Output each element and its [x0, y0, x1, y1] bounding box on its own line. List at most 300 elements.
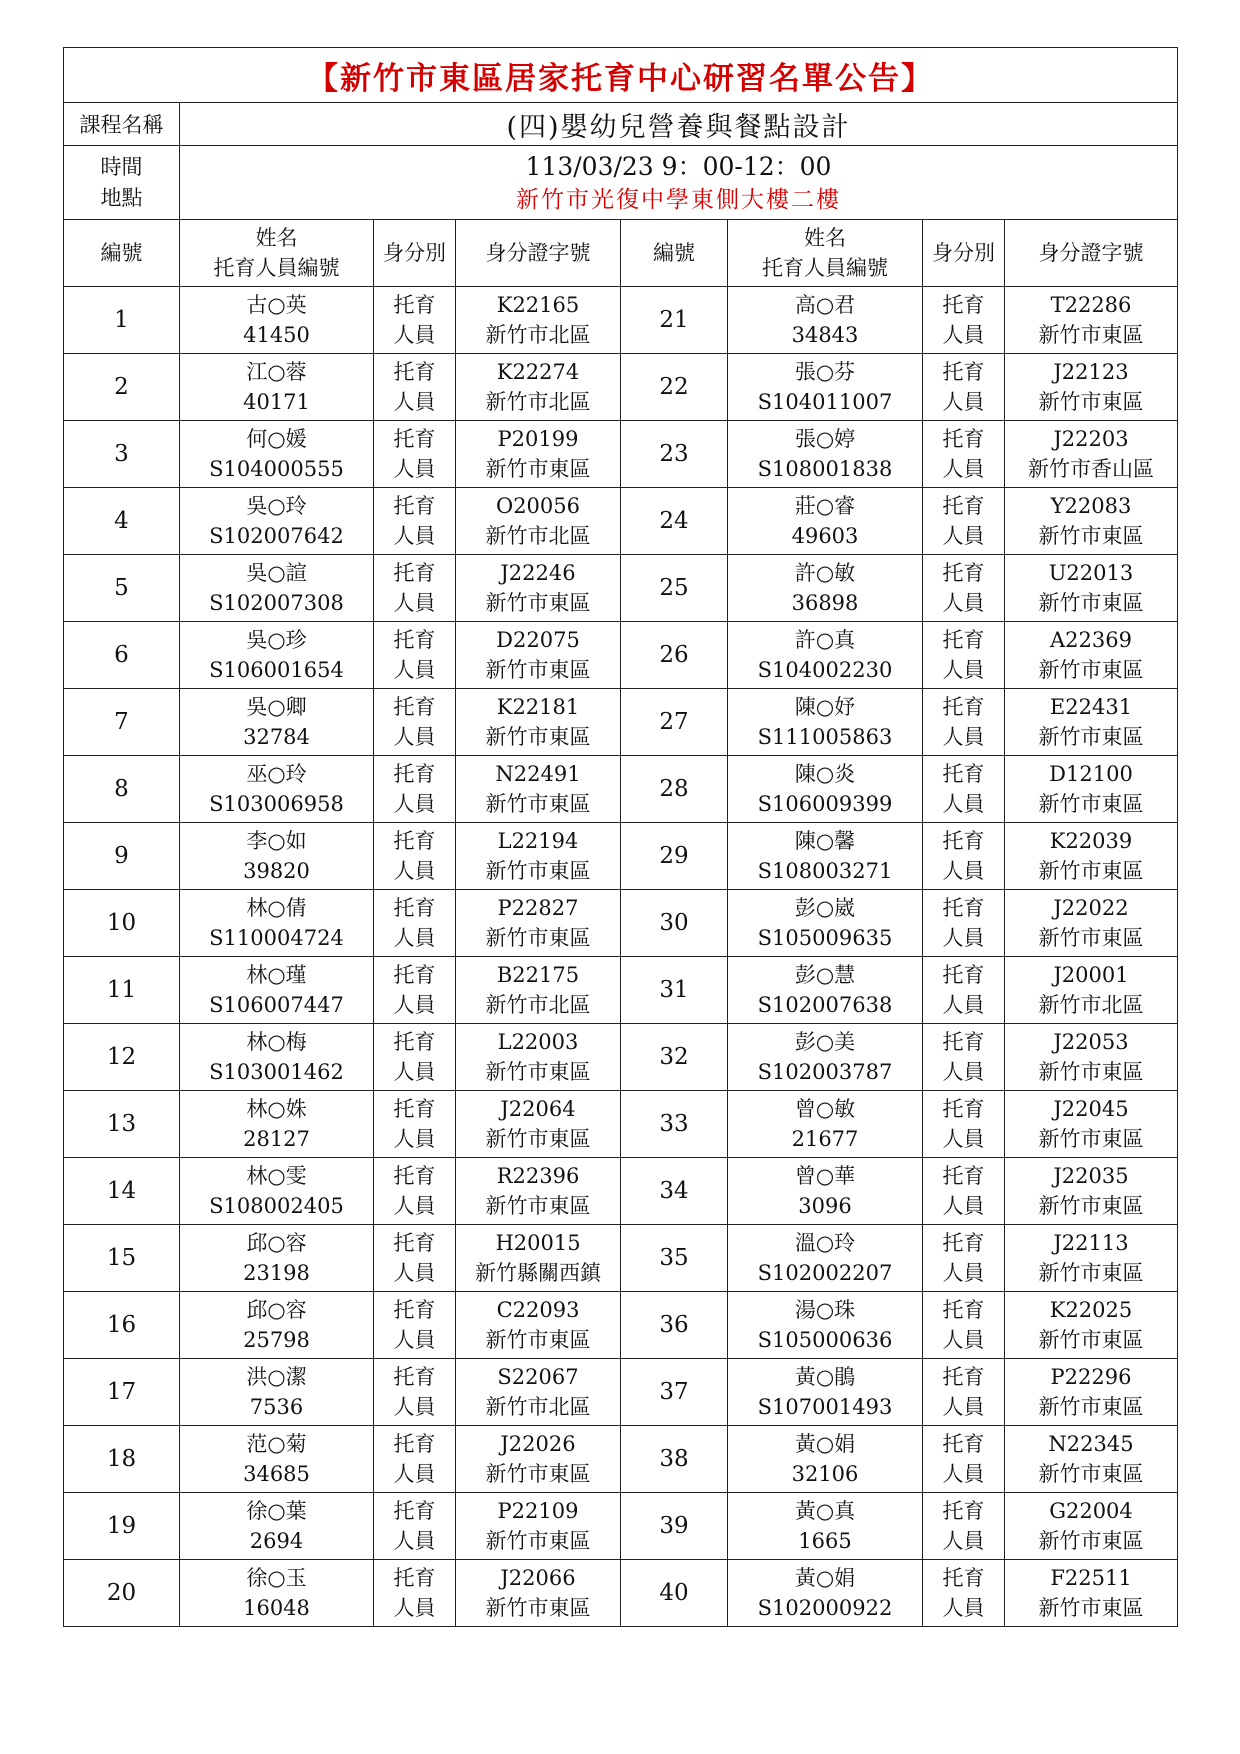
- entry-id-cell-right: [1005, 890, 1178, 957]
- entry-number-left: 13: [64, 1091, 180, 1158]
- identity-line2: 人員: [393, 658, 436, 682]
- identity-line2: 人員: [393, 1529, 436, 1553]
- entry-number-left: 19: [64, 1493, 180, 1560]
- identity-line2: 人員: [393, 1261, 436, 1285]
- entry-identity-left: [374, 421, 456, 488]
- entry-staff-id: S108001838: [757, 457, 893, 481]
- entry-name-cell-left: [180, 756, 374, 823]
- entry-name: 吳○玲: [246, 494, 307, 518]
- entry-name: 古○英: [246, 293, 307, 317]
- entry-area: 新竹市北區: [485, 323, 591, 347]
- identity-line2: 人員: [942, 390, 985, 414]
- entry-name: 黃○娟: [794, 1566, 856, 1590]
- table-row: [64, 354, 1178, 421]
- identity-line1: 托育: [942, 1030, 985, 1054]
- entry-id-cell-right: [1005, 1091, 1178, 1158]
- entry-staff-id: 41450: [243, 323, 310, 347]
- identity-line2: 人員: [393, 859, 436, 883]
- entry-staff-id: S110004724: [209, 926, 344, 950]
- identity-line1: 托育: [942, 494, 985, 518]
- entry-number-left: 4: [64, 488, 180, 555]
- table-row: [64, 823, 1178, 890]
- header-id-right: 身分證字號: [1005, 220, 1178, 287]
- entry-id-number: K22181: [496, 695, 580, 719]
- entry-id-number: K22039: [1049, 829, 1133, 853]
- entry-staff-id: S111005863: [757, 725, 893, 749]
- entry-name-cell-right: [728, 756, 923, 823]
- entry-staff-id: S104000555: [209, 457, 344, 481]
- entry-number-right: 40: [621, 1560, 728, 1627]
- entry-name-cell-left: [180, 1225, 374, 1292]
- entry-id-cell-left: [456, 354, 621, 421]
- identity-line1: 托育: [942, 628, 985, 652]
- identity-line2: 人員: [942, 1261, 985, 1285]
- entry-identity-right: [923, 354, 1005, 421]
- identity-line2: 人員: [393, 725, 436, 749]
- entry-name-cell-right: [728, 1225, 923, 1292]
- entry-id-cell-left: [456, 823, 621, 890]
- identity-line1: 托育: [393, 293, 436, 317]
- identity-line1: 托育: [393, 561, 436, 585]
- entry-number-right: 30: [621, 890, 728, 957]
- entry-staff-id: S106007447: [209, 993, 344, 1017]
- identity-line1: 托育: [393, 695, 436, 719]
- entry-id-number: P22827: [497, 896, 579, 920]
- entry-id-number: K22025: [1049, 1298, 1133, 1322]
- entry-id-number: J22113: [1053, 1231, 1129, 1255]
- entry-area: 新竹市東區: [1038, 524, 1144, 548]
- entry-number-right: 37: [621, 1359, 728, 1426]
- entry-identity-right: [923, 1024, 1005, 1091]
- entry-name-cell-left: [180, 1426, 374, 1493]
- entry-identity-left: [374, 1560, 456, 1627]
- entry-identity-left: [374, 1493, 456, 1560]
- entry-identity-left: [374, 622, 456, 689]
- entry-name-cell-left: [180, 488, 374, 555]
- entry-identity-left: [374, 555, 456, 622]
- identity-line2: 人員: [942, 1462, 985, 1486]
- entry-name-cell-left: [180, 354, 374, 421]
- entry-number-right: 21: [621, 287, 728, 354]
- identity-line2: 人員: [393, 1328, 436, 1352]
- entry-id-cell-left: [456, 1091, 621, 1158]
- entry-area: 新竹市東區: [485, 1328, 591, 1352]
- entry-staff-id: 32106: [791, 1462, 859, 1486]
- table-row: [64, 1359, 1178, 1426]
- entry-id-cell-left: [456, 555, 621, 622]
- identity-line1: 托育: [393, 1298, 436, 1322]
- entry-id-number: J22064: [500, 1097, 576, 1121]
- entry-name: 徐○葉: [246, 1499, 307, 1523]
- entry-staff-id: 39820: [243, 859, 310, 883]
- entry-number-right: 32: [621, 1024, 728, 1091]
- entry-staff-id: S107001493: [757, 1395, 893, 1419]
- identity-line1: 托育: [942, 1164, 985, 1188]
- identity-line1: 托育: [393, 1164, 436, 1188]
- entry-name: 林○姝: [246, 1097, 307, 1121]
- entry-name-cell-right: [728, 1426, 923, 1493]
- entry-number-left: 12: [64, 1024, 180, 1091]
- entry-name-cell-right: [728, 1091, 923, 1158]
- entry-number-left: 3: [64, 421, 180, 488]
- entry-id-number: U22013: [1048, 561, 1134, 585]
- identity-line1: 托育: [942, 1097, 985, 1121]
- entry-area: 新竹市東區: [1038, 323, 1144, 347]
- identity-line1: 托育: [942, 1365, 985, 1389]
- entry-staff-id: 3096: [798, 1194, 852, 1218]
- entry-id-cell-right: [1005, 1426, 1178, 1493]
- identity-line2: 人員: [393, 323, 436, 347]
- entry-identity-left: [374, 1426, 456, 1493]
- entry-id-cell-right: [1005, 354, 1178, 421]
- entry-number-left: 16: [64, 1292, 180, 1359]
- entry-name-cell-left: [180, 555, 374, 622]
- entry-area: 新竹市東區: [485, 658, 591, 682]
- identity-line1: 托育: [942, 963, 985, 987]
- time-place-label: [64, 146, 180, 220]
- entry-name-cell-right: [728, 823, 923, 890]
- entry-area: 新竹市東區: [1038, 859, 1144, 883]
- entry-id-cell-right: [1005, 823, 1178, 890]
- column-header-row: [64, 220, 1178, 287]
- entry-name: 曾○華: [794, 1164, 856, 1188]
- entry-area: 新竹市東區: [1038, 1462, 1144, 1486]
- course-label: 課程名稱: [64, 103, 180, 146]
- entry-number-left: 8: [64, 756, 180, 823]
- entry-area: 新竹市東區: [485, 792, 591, 816]
- entry-id-cell-left: [456, 1158, 621, 1225]
- entry-identity-right: [923, 488, 1005, 555]
- entry-id-cell-left: [456, 622, 621, 689]
- table-row: [64, 421, 1178, 488]
- entry-id-cell-left: [456, 1359, 621, 1426]
- entry-staff-id: 34685: [243, 1462, 310, 1486]
- entry-id-cell-right: [1005, 287, 1178, 354]
- entry-area: 新竹市東區: [1038, 1328, 1144, 1352]
- entry-name-cell-left: [180, 421, 374, 488]
- entry-number-left: 14: [64, 1158, 180, 1225]
- table-row: [64, 1493, 1178, 1560]
- identity-line2: 人員: [942, 1529, 985, 1553]
- entry-id-number: J22203: [1053, 427, 1129, 451]
- entry-name: 邱○容: [246, 1298, 307, 1322]
- identity-line2: 人員: [393, 524, 436, 548]
- entry-name: 許○敏: [794, 561, 856, 585]
- entry-area: 新竹縣關西鎮: [475, 1261, 601, 1285]
- entry-name: 張○芬: [794, 360, 856, 384]
- entry-name: 彭○崴: [794, 896, 856, 920]
- entry-identity-right: [923, 957, 1005, 1024]
- identity-line2: 人員: [393, 457, 436, 481]
- entry-name: 陳○馨: [794, 829, 856, 853]
- entry-number-right: 25: [621, 555, 728, 622]
- entry-name-cell-left: [180, 287, 374, 354]
- entry-name-cell-left: [180, 1292, 374, 1359]
- entry-identity-right: [923, 1158, 1005, 1225]
- entry-name: 湯○珠: [794, 1298, 856, 1322]
- entry-identity-right: [923, 1560, 1005, 1627]
- identity-line2: 人員: [393, 1194, 436, 1218]
- roster-table: [63, 47, 1178, 1627]
- entry-id-cell-left: [456, 756, 621, 823]
- entry-area: 新竹市東區: [485, 1060, 591, 1084]
- entry-id-cell-left: [456, 421, 621, 488]
- entry-id-cell-right: [1005, 756, 1178, 823]
- entry-number-right: 22: [621, 354, 728, 421]
- entry-name: 黃○鵑: [794, 1365, 856, 1389]
- entry-name: 林○雯: [246, 1164, 307, 1188]
- identity-line1: 托育: [393, 896, 436, 920]
- identity-line2: 人員: [393, 1462, 436, 1486]
- entry-area: 新竹市東區: [1038, 1194, 1144, 1218]
- entry-name: 黃○娟: [794, 1432, 856, 1456]
- identity-line1: 托育: [942, 1298, 985, 1322]
- entry-area: 新竹市北區: [485, 524, 591, 548]
- entry-area: 新竹市東區: [1038, 658, 1144, 682]
- entry-id-number: S22067: [497, 1365, 579, 1389]
- entry-number-right: 24: [621, 488, 728, 555]
- entry-id-number: J22066: [500, 1566, 576, 1590]
- entry-id-number: J22022: [1053, 896, 1129, 920]
- identity-line2: 人員: [942, 1596, 985, 1620]
- identity-line2: 人員: [393, 792, 436, 816]
- entry-number-right: 29: [621, 823, 728, 890]
- table-row: [64, 1292, 1178, 1359]
- entry-identity-right: [923, 1292, 1005, 1359]
- identity-line2: 人員: [393, 1395, 436, 1419]
- entry-area: 新竹市東區: [1038, 591, 1144, 615]
- entry-staff-id: S106001654: [209, 658, 344, 682]
- entry-name-cell-right: [728, 1493, 923, 1560]
- entry-staff-id: 25798: [243, 1328, 310, 1352]
- entry-area: 新竹市北區: [1038, 993, 1144, 1017]
- entry-id-cell-right: [1005, 1359, 1178, 1426]
- header-identity-left: 身分別: [374, 220, 456, 287]
- entry-id-cell-left: [456, 1024, 621, 1091]
- identity-line1: 托育: [942, 1499, 985, 1523]
- entry-name: 陳○妤: [794, 695, 856, 719]
- entry-id-number: N22345: [1048, 1432, 1134, 1456]
- identity-line2: 人員: [942, 591, 985, 615]
- table-row: [64, 756, 1178, 823]
- identity-line1: 托育: [393, 1365, 436, 1389]
- entry-id-cell-left: [456, 890, 621, 957]
- entry-id-number: J22246: [500, 561, 576, 585]
- entry-staff-id: S103001462: [209, 1060, 344, 1084]
- entry-name-cell-right: [728, 1024, 923, 1091]
- entry-name-cell-right: [728, 287, 923, 354]
- entry-id-number: E22431: [1049, 695, 1133, 719]
- entry-staff-id: 34843: [791, 323, 859, 347]
- entry-name-cell-left: [180, 1091, 374, 1158]
- entry-number-right: 23: [621, 421, 728, 488]
- identity-line2: 人員: [942, 1060, 985, 1084]
- identity-line2: 人員: [942, 1395, 985, 1419]
- entry-identity-left: [374, 354, 456, 421]
- entry-name-cell-right: [728, 1158, 923, 1225]
- entry-number-right: 38: [621, 1426, 728, 1493]
- entry-name-cell-left: [180, 1024, 374, 1091]
- entry-name-cell-right: [728, 488, 923, 555]
- entry-name-cell-right: [728, 957, 923, 1024]
- entry-identity-left: [374, 1359, 456, 1426]
- entry-area: 新竹市北區: [485, 993, 591, 1017]
- entry-name-cell-right: [728, 555, 923, 622]
- entry-identity-left: [374, 689, 456, 756]
- entry-identity-left: [374, 1024, 456, 1091]
- entry-number-right: 34: [621, 1158, 728, 1225]
- identity-line2: 人員: [393, 1127, 436, 1151]
- entry-id-cell-left: [456, 1292, 621, 1359]
- entry-id-number: P22109: [497, 1499, 579, 1523]
- entry-number-left: 7: [64, 689, 180, 756]
- entry-identity-right: [923, 890, 1005, 957]
- table-row: [64, 890, 1178, 957]
- entry-number-left: 20: [64, 1560, 180, 1627]
- identity-line1: 托育: [942, 427, 985, 451]
- entry-name-cell-right: [728, 421, 923, 488]
- entry-name-cell-left: [180, 1560, 374, 1627]
- entry-name-cell-left: [180, 1158, 374, 1225]
- identity-line1: 托育: [942, 829, 985, 853]
- entry-name-cell-left: [180, 957, 374, 1024]
- entry-name: 吳○卿: [246, 695, 307, 719]
- entry-name: 何○媛: [246, 427, 307, 451]
- table-row: [64, 622, 1178, 689]
- entry-name-cell-right: [728, 1292, 923, 1359]
- entry-identity-left: [374, 1091, 456, 1158]
- course-name: (四)嬰幼兒營養與餐點設計: [180, 103, 1178, 146]
- entry-id-number: L22194: [497, 829, 579, 853]
- table-row: [64, 1560, 1178, 1627]
- entry-identity-right: [923, 1493, 1005, 1560]
- identity-line2: 人員: [393, 1060, 436, 1084]
- table-row: [64, 1024, 1178, 1091]
- entry-staff-id: 2694: [249, 1529, 304, 1553]
- entry-number-right: 33: [621, 1091, 728, 1158]
- identity-line2: 人員: [942, 323, 985, 347]
- entry-name-cell-left: [180, 1359, 374, 1426]
- identity-line2: 人員: [942, 926, 985, 950]
- entry-number-left: 1: [64, 287, 180, 354]
- entry-area: 新竹市東區: [485, 1194, 591, 1218]
- entry-staff-id: S103006958: [209, 792, 344, 816]
- entry-name: 徐○玉: [246, 1566, 307, 1590]
- entry-name: 李○如: [246, 829, 307, 853]
- identity-line2: 人員: [942, 993, 985, 1017]
- entry-number-left: 2: [64, 354, 180, 421]
- entry-id-number: F22511: [1050, 1566, 1132, 1590]
- entry-id-number: J22045: [1053, 1097, 1129, 1121]
- entry-identity-right: [923, 421, 1005, 488]
- identity-line1: 托育: [942, 896, 985, 920]
- entry-area: 新竹市東區: [485, 591, 591, 615]
- identity-line1: 托育: [942, 293, 985, 317]
- time-place-value: [180, 146, 1178, 220]
- table-row: [64, 689, 1178, 756]
- entry-number-right: 35: [621, 1225, 728, 1292]
- entry-id-cell-left: [456, 957, 621, 1024]
- time-label: 時間: [100, 154, 143, 179]
- entry-area: 新竹市東區: [485, 725, 591, 749]
- entry-number-right: 31: [621, 957, 728, 1024]
- entry-name: 許○真: [794, 628, 856, 652]
- entry-name: 莊○睿: [794, 494, 856, 518]
- entry-identity-right: [923, 555, 1005, 622]
- table-row: [64, 287, 1178, 354]
- entry-name: 高○君: [794, 293, 856, 317]
- entry-number-left: 18: [64, 1426, 180, 1493]
- entry-number-right: 27: [621, 689, 728, 756]
- entry-number-left: 11: [64, 957, 180, 1024]
- entry-name: 彭○慧: [794, 963, 856, 987]
- identity-line2: 人員: [942, 859, 985, 883]
- entry-name: 黃○真: [794, 1499, 856, 1523]
- entry-id-number: B22175: [496, 963, 580, 987]
- identity-line1: 托育: [393, 1097, 436, 1121]
- entry-staff-id: S108003271: [757, 859, 893, 883]
- entry-id-number: Y22083: [1050, 494, 1132, 518]
- entry-staff-id: 28127: [243, 1127, 310, 1151]
- entry-id-number: K22165: [496, 293, 580, 317]
- entry-id-cell-left: [456, 1493, 621, 1560]
- header-name-line1: 姓名: [255, 226, 298, 250]
- entry-identity-right: [923, 823, 1005, 890]
- entry-number-left: 10: [64, 890, 180, 957]
- entry-id-number: O20056: [495, 494, 581, 518]
- identity-line1: 托育: [942, 1432, 985, 1456]
- identity-line1: 托育: [942, 1231, 985, 1255]
- entry-staff-id: 40171: [243, 390, 310, 414]
- entry-identity-right: [923, 756, 1005, 823]
- entry-area: 新竹市北區: [485, 1395, 591, 1419]
- entry-id-cell-left: [456, 689, 621, 756]
- entry-area: 新竹市東區: [1038, 926, 1144, 950]
- identity-line1: 托育: [393, 1432, 436, 1456]
- identity-line1: 托育: [393, 360, 436, 384]
- session-location: 新竹市光復中學東側大樓二樓: [516, 186, 841, 213]
- entry-number-right: 39: [621, 1493, 728, 1560]
- entry-name: 范○菊: [246, 1432, 307, 1456]
- identity-line1: 托育: [393, 963, 436, 987]
- entry-area: 新竹市東區: [1038, 725, 1144, 749]
- identity-line1: 托育: [393, 1566, 436, 1590]
- entry-id-number: G22004: [1049, 1499, 1133, 1523]
- entry-id-number: L22003: [497, 1030, 579, 1054]
- entry-number-right: 28: [621, 756, 728, 823]
- entry-area: 新竹市東區: [1038, 1060, 1144, 1084]
- entry-staff-id: 23198: [243, 1261, 310, 1285]
- entry-name: 洪○潔: [246, 1365, 307, 1389]
- entry-staff-id: 16048: [243, 1596, 310, 1620]
- identity-line1: 托育: [393, 1499, 436, 1523]
- entry-id-number: D22075: [496, 628, 580, 652]
- entry-id-number: K22274: [496, 360, 580, 384]
- identity-line1: 托育: [393, 762, 436, 786]
- identity-line1: 托育: [942, 360, 985, 384]
- entry-name: 吳○諠: [246, 561, 307, 585]
- entry-name-cell-right: [728, 622, 923, 689]
- entry-id-cell-right: [1005, 1158, 1178, 1225]
- entry-identity-left: [374, 1158, 456, 1225]
- entry-id-number: J22026: [500, 1432, 576, 1456]
- entry-area: 新竹市東區: [1038, 390, 1144, 414]
- table-row: [64, 555, 1178, 622]
- entry-area: 新竹市香山區: [1028, 457, 1154, 481]
- entry-id-cell-right: [1005, 1493, 1178, 1560]
- entry-staff-id: S102000922: [757, 1596, 893, 1620]
- identity-line1: 托育: [393, 1231, 436, 1255]
